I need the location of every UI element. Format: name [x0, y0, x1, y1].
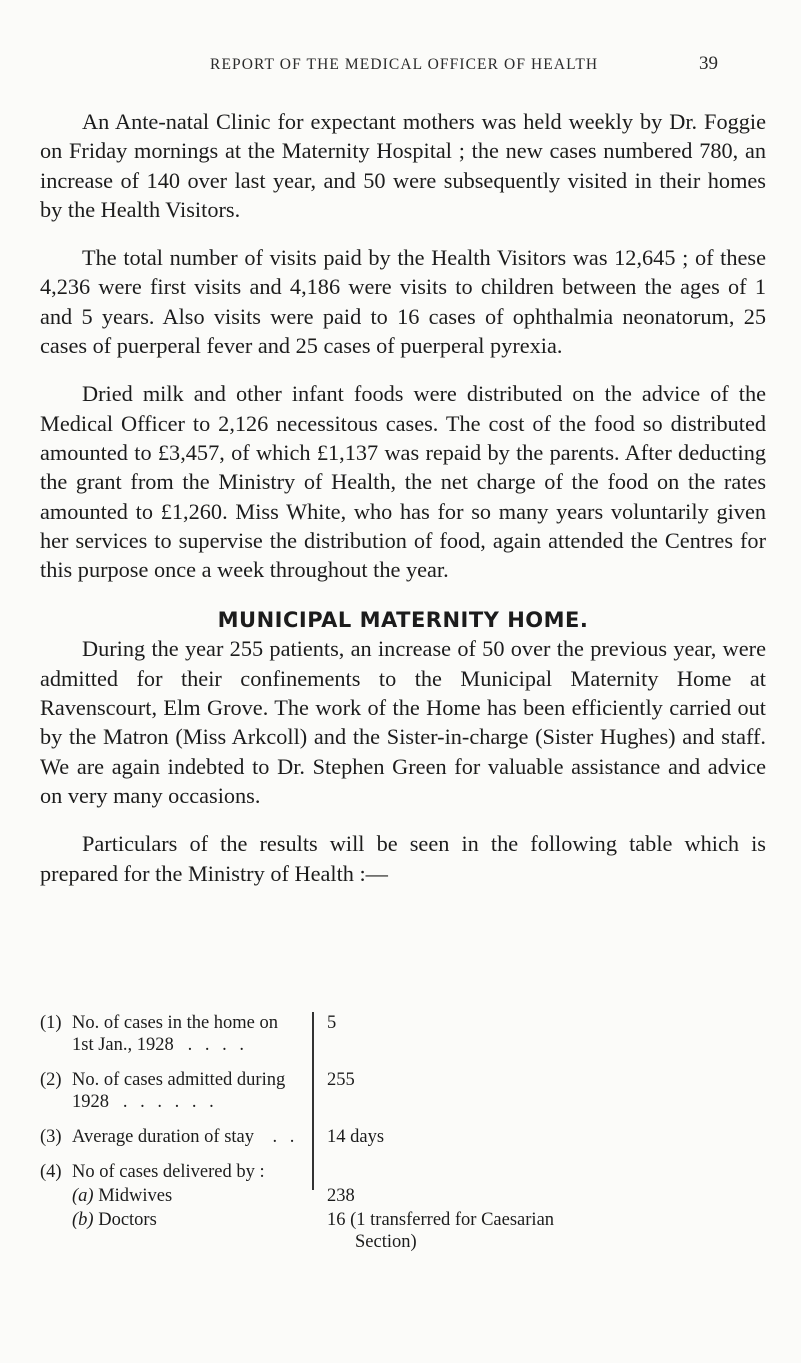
table-row — [40, 1069, 766, 1113]
row-label: No. of cases admitted during — [72, 1070, 286, 1090]
row-label: Doctors — [98, 1210, 157, 1230]
row-value: 16 (1 transferred for Caesarian — [327, 1210, 555, 1230]
body-text — [40, 107, 766, 907]
row-number: (1) — [40, 1013, 62, 1033]
row-value: 255 — [327, 1070, 355, 1090]
table-divider — [312, 1012, 314, 1190]
table-row — [40, 1012, 766, 1056]
statistics-table — [40, 1012, 766, 1266]
row-value-cont: Section) — [355, 1232, 417, 1252]
row-value: 5 — [327, 1013, 337, 1033]
row-number: (2) — [40, 1070, 62, 1090]
row-letter: (a) — [72, 1186, 94, 1206]
paragraph-antenatal-clinic: An Ante-natal Clinic for expectant mothers was held weekly by Dr. Foggie on Friday mornings at the Maternity Hospital ; the new cases numbered 780, an increase of 140 over last year, and 50 were subsequently visited in their homes by the Health Visitors. — [40, 109, 766, 222]
section-heading: MUNICIPAL MATERNITY HOME. — [217, 608, 589, 633]
paragraph-health-visitors: The total number of visits paid by the Health Visitors was 12,645 ; of these 4,236 were first visits and 4,186 were visits to children between the ages of 1 and 5 years. Also visits were paid to 16 cases of ophthalmia neonatorum, 25 cases of puerperal fever and 25 cases of puerperal pyrexia. — [40, 245, 766, 359]
row-label-cont: 1928 — [72, 1092, 109, 1112]
row-number: (3) — [40, 1127, 62, 1147]
row-label: No of cases delivered by : — [72, 1162, 265, 1182]
leader-dots: . . . . — [187, 1035, 248, 1055]
leader-dots: . . — [272, 1127, 299, 1147]
row-label-cont: 1st Jan., 1928 — [72, 1035, 174, 1055]
table-row — [40, 1161, 766, 1183]
paragraph-particulars: Particulars of the results will be seen in the following table which is prepared for the Ministry of Health :— — [40, 831, 766, 886]
paragraph-maternity-home: During the year 255 patients, an increase of 50 over the previous year, were admitted for their confinements to the Municipal Maternity Home at Ravenscourt, Elm Grove. The work of the Home has been efficiently carried out by the Matron (Miss Arkcoll) and the Sister-in-charge (Sister Hughes) and staff. We are again indebted to Dr. Stephen Green for valuable assistance and advice on very many occasions. — [40, 636, 766, 808]
table-row — [40, 1209, 766, 1253]
row-value: 238 — [327, 1186, 355, 1206]
row-number: (4) — [40, 1162, 62, 1182]
row-label: Average duration of stay — [72, 1127, 255, 1147]
row-letter: (b) — [72, 1210, 94, 1230]
table-row — [40, 1126, 766, 1148]
page-number: 39 — [699, 53, 718, 74]
row-value: 14 days — [327, 1127, 385, 1147]
leader-dots: . . . . . . — [122, 1092, 218, 1112]
row-label: No. of cases in the home on — [72, 1013, 279, 1033]
running-title: REPORT OF THE MEDICAL OFFICER OF HEALTH — [210, 56, 599, 73]
table-row — [40, 1185, 766, 1207]
row-label: Midwives — [98, 1186, 173, 1206]
paragraph-dried-milk: Dried milk and other infant foods were distributed on the advice of the Medical Officer to 2,126 necessitous cases. The cost of the food so distributed amounted to £3,457, of which £1,137 was repaid by the parents. After deducting the grant from the Ministry of Health, the net charge of the food on the rates amounted to £1,260. Miss White, who has for so many years voluntarily given her services to supervise the distribution of food, again attended the Centres for this purpose once a week throughout the year. — [40, 381, 766, 583]
